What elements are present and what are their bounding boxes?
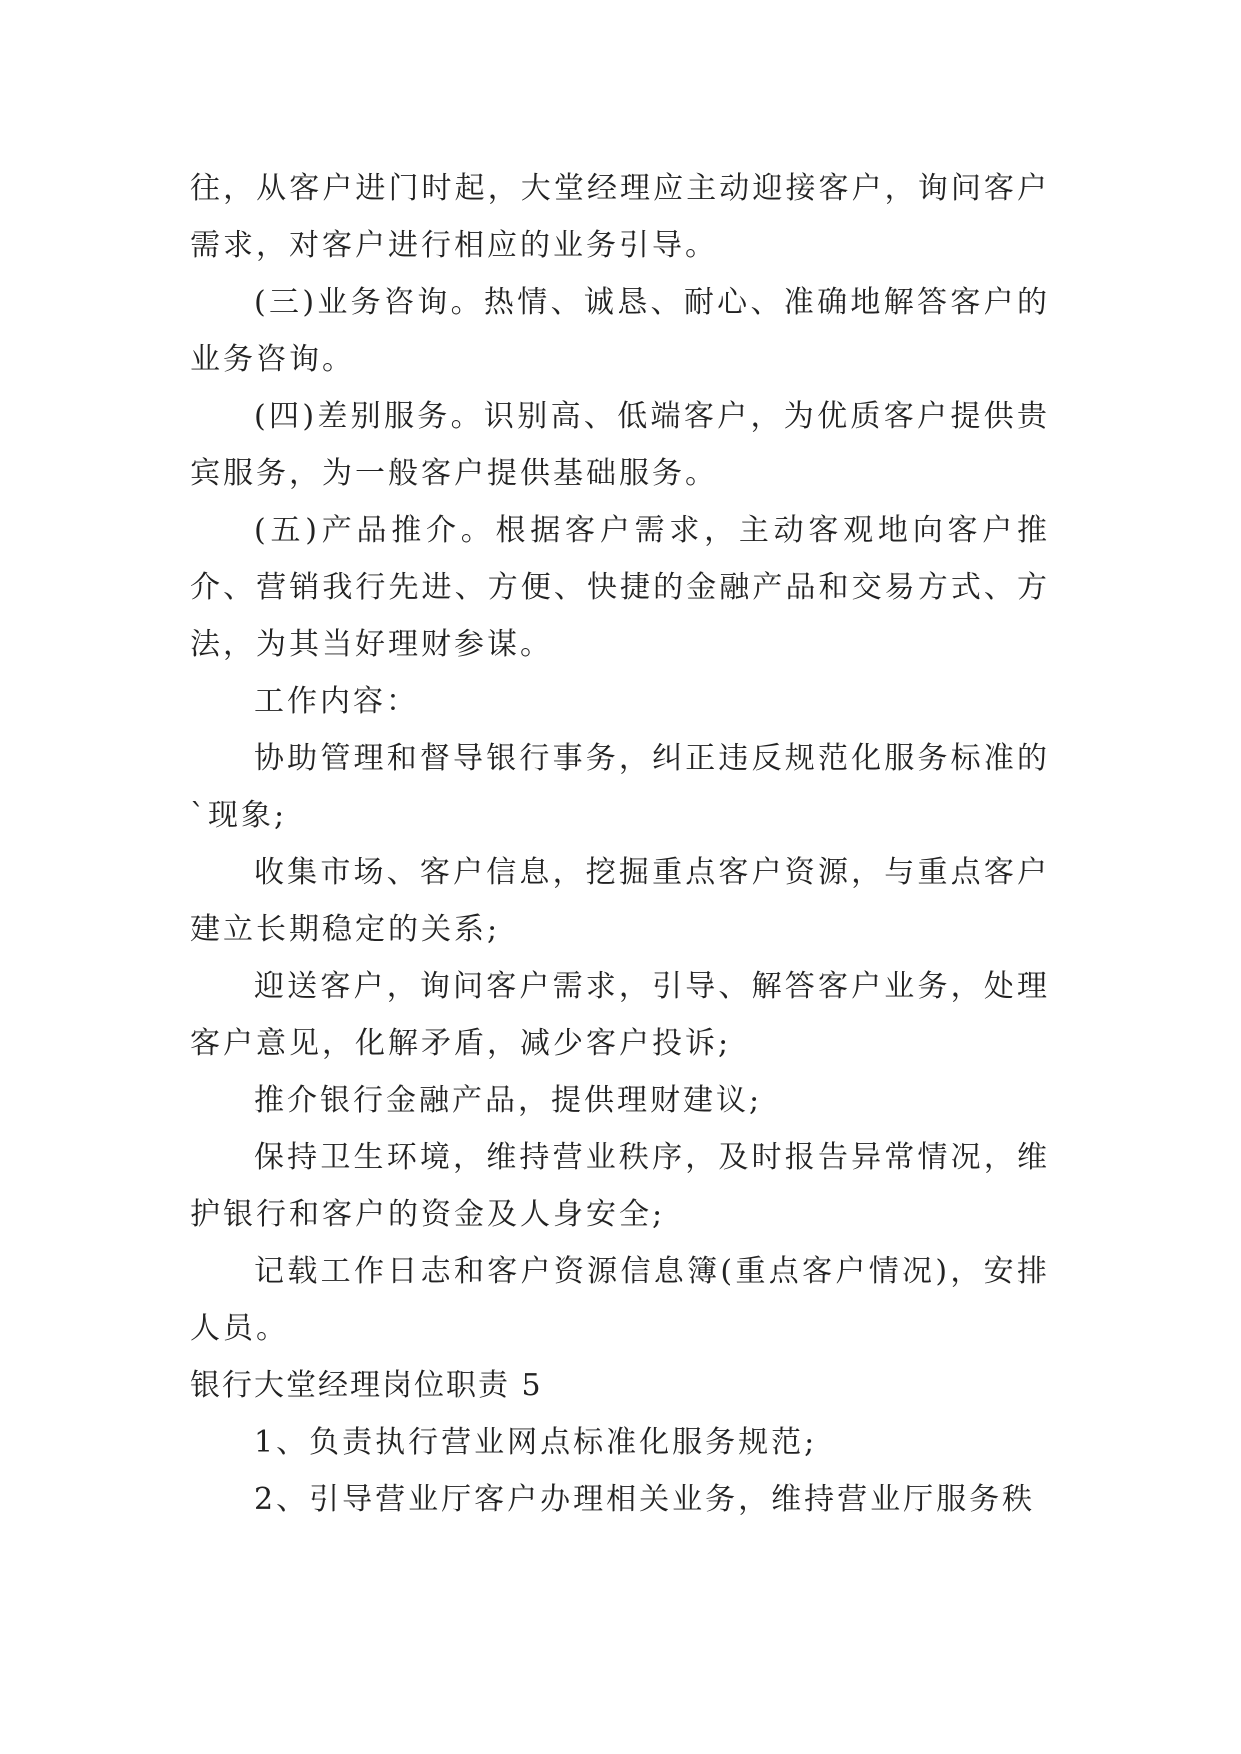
paragraph-work-content-label: 工作内容： bbox=[254, 684, 419, 719]
section-item-2: 2、引导营业厅客户办理相关业务，维持营业厅服务秩 bbox=[254, 1482, 1036, 1517]
paragraph-differentiated-service: (四)差别服务。识别高、低端客户，为优质客户提供贵宾服务，为一般客户提供基础服务。 bbox=[190, 399, 1050, 491]
section-item-1: 1、负责执行营业网点标准化服务规范; bbox=[254, 1425, 818, 1460]
section-heading: 银行大堂经理岗位职责 5 bbox=[190, 1368, 543, 1403]
paragraph-product-promotion: (五)产品推介。根据客户需求，主动客观地向客户推介、营销我行先进、方便、快捷的金融产品和交易方式、方法，为其当好理财参谋。 bbox=[190, 513, 1050, 662]
paragraph-business-consulting: (三)业务咨询。热情、诚恳、耐心、准确地解答客户的业务咨询。 bbox=[190, 285, 1050, 377]
paragraph-duty-product-recommendation: 推介银行金融产品，提供理财建议; bbox=[254, 1083, 763, 1118]
paragraph-duty-customer-reception: 迎送客户，询问客户需求，引导、解答客户业务，处理客户意见，化解矛盾，减少客户投诉; bbox=[190, 969, 1050, 1061]
paragraph-duty-environment-safety: 保持卫生环境，维持营业秩序，及时报告异常情况，维护银行和客户的资金及人身安全; bbox=[190, 1140, 1050, 1232]
paragraph-duty-supervision: 协助管理和督导银行事务，纠正违反规范化服务标准的`现象; bbox=[190, 741, 1050, 833]
paragraph-continuation: 往，从客户进门时起，大堂经理应主动迎接客户，询问客户需求，对客户进行相应的业务引导。 bbox=[190, 171, 1050, 263]
document-body bbox=[190, 160, 1050, 1528]
paragraph-duty-work-log: 记载工作日志和客户资源信息簿(重点客户情况)，安排人员。 bbox=[190, 1254, 1050, 1346]
paragraph-duty-information: 收集市场、客户信息，挖掘重点客户资源，与重点客户建立长期稳定的关系; bbox=[190, 855, 1050, 947]
